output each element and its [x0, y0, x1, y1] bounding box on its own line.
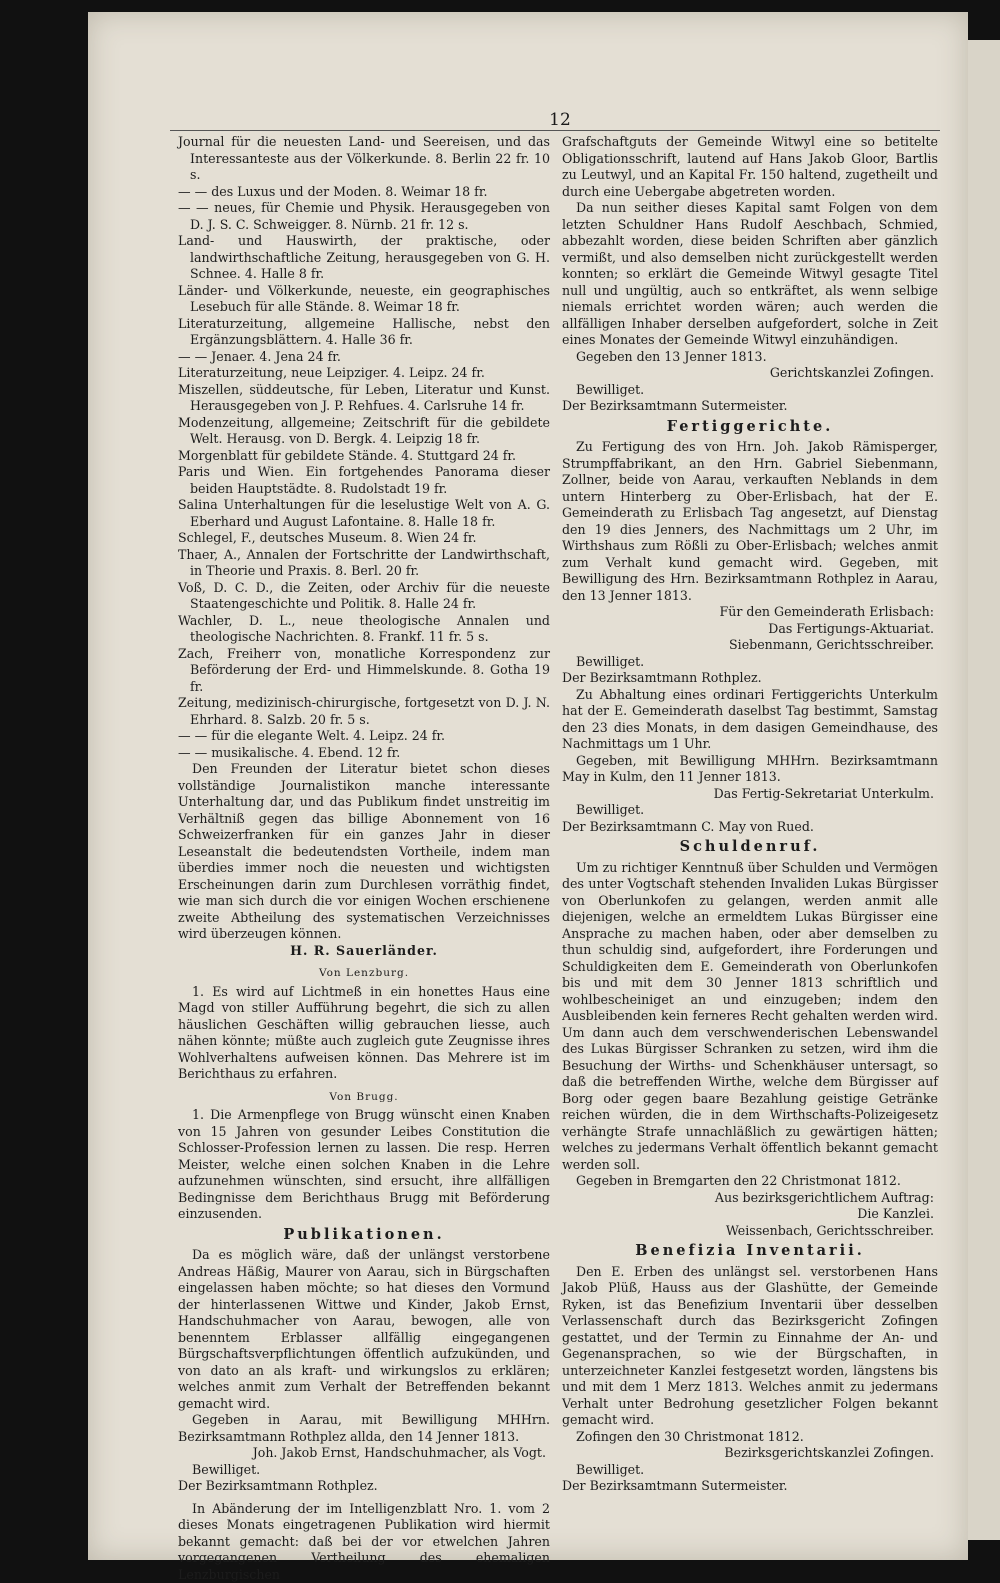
journal-entry: Voß, D. C. D., die Zeiten, oder Archiv für die neueste Staatengeschichte und Politik. 8. Halle 24 fr.: [178, 580, 550, 613]
fertig-text-2: Zu Abhaltung eines ordinari Fertiggerichts Unterkulm hat der E. Gemeinderath daselbst Tag bestimmt, Samstag den 23 dies Monats, in dem dasigen Gemeindhause, des Nachmittags um 1 Uhr.: [562, 687, 938, 753]
journal-entry: — — neues, für Chemie und Physik. Herausgegeben von D. J. S. C. Schweigger. 8. Nürnb. 21 fr. 12 s.: [178, 200, 550, 233]
journal-entry: Zeitung, medizinisch-chirurgische, fortgesetzt von D. J. N. Ehrhard. 8. Salzb. 20 fr. 5 s.: [178, 695, 550, 728]
bezirksamtmann-line: Der Bezirksamtmann Rothplez.: [178, 1478, 550, 1495]
closing-signature: H. R. Sauerländer.: [178, 943, 550, 960]
fertig-signature: Für den Gemeinderath Erlisbach:: [562, 604, 938, 621]
benefizia-heading: Benefizia Inventarii.: [562, 1243, 938, 1260]
page-number: 12: [540, 110, 580, 130]
journal-entry: — — für die elegante Welt. 4. Leipz. 24 fr.: [178, 728, 550, 745]
publikationen-heading: Publikationen.: [178, 1227, 550, 1244]
schuldenruf-date: Gegeben in Bremgarten den 22 Christmonat 1812.: [562, 1173, 938, 1190]
journal-entry: Land- und Hauswirth, der praktische, oder landwirthschaftliche Zeitung, herausgegeben von G. H. Schnee. 4. Halle 8 fr.: [178, 233, 550, 283]
journal-entry: — — musikalische. 4. Ebend. 12 fr.: [178, 745, 550, 762]
fertiggerichte-heading: Fertiggerichte.: [562, 419, 938, 436]
bezirksamtmann-line: Der Bezirksamtmann C. May von Rued.: [562, 819, 938, 836]
left-column: [178, 134, 550, 1583]
bewilliget-label: Bewilliget.: [562, 802, 938, 819]
journal-entry: Wachler, D. L., neue theologische Annalen und theologische Nachrichten. 8. Frankf. 11 fr. 5 s.: [178, 613, 550, 646]
publikationen-signature: Joh. Jakob Ernst, Handschuhmacher, als Vogt.: [178, 1445, 550, 1462]
journal-entry: Literaturzeitung, allgemeine Hallische, nebst den Ergänzungsblättern. 4. Halle 36 fr.: [178, 316, 550, 349]
journal-entry: Miszellen, süddeutsche, für Leben, Literatur und Kunst. Herausgegeben von J. P. Rehfues. 4. Carlsruhe 14 fr.: [178, 382, 550, 415]
lenzburg-heading: Von Lenzburg.: [178, 965, 550, 982]
journal-entry: Salina Unterhaltungen für die leselustige Welt von A. G. Eberhard und August Lafontaine. 8. Halle 18 fr.: [178, 497, 550, 530]
journal-list: [178, 134, 550, 761]
journal-entry: Morgenblatt für gebildete Stände. 4. Stuttgard 24 fr.: [178, 448, 550, 465]
publikationen-date: Gegeben in Aarau, mit Bewilligung MHHrn. Bezirksamtmann Rothplez allda, den 14 Jenner 1813.: [178, 1412, 550, 1445]
abaenderung-text: In Abänderung der im Intelligenzblatt Nro. 1. vom 2 dieses Monats eingetragenen Publikation wird hiermit bekannt gemacht: daß bei der vor etwelchen Jahren vorgegangenen Vertheilung des ehemaligen Lenzburgischen: [178, 1501, 550, 1583]
bewilliget-label: Bewilliget.: [562, 654, 938, 671]
journal-entry: — — Jenaer. 4. Jena 24 fr.: [178, 349, 550, 366]
journal-entry: — — des Luxus und der Moden. 8. Weimar 18 fr.: [178, 184, 550, 201]
bezirksamtmann-line: Der Bezirksamtmann Sutermeister.: [562, 1478, 938, 1495]
schuldenruf-heading: Schuldenruf.: [562, 839, 938, 856]
journal-entry: Zach, Freiherr von, monatliche Korrespondenz zur Beförderung der Erd- und Himmelskunde. 8. Gotha 19 fr.: [178, 646, 550, 696]
journal-entry: Thaer, A., Annalen der Fortschritte der Landwirthschaft, in Theorie und Praxis. 8. Berl. 20 fr.: [178, 547, 550, 580]
journal-entry: Literaturzeitung, neue Leipziger. 4. Leipz. 24 fr.: [178, 365, 550, 382]
journal-entry: Journal für die neuesten Land- und Seereisen, und das Interessanteste aus der Völkerkunde. 8. Berlin 22 fr. 10 s.: [178, 134, 550, 184]
brugg-heading: Von Brugg.: [178, 1089, 550, 1106]
header-rule: [170, 130, 940, 131]
benefizia-text: Den E. Erben des unlängst sel. verstorbenen Hans Jakob Plüß, Hauss aus der Glashütte, der Gemeinde Ryken, ist das Benefizium Inventarii über desselben Verlassenschaft durch das Bezirksgericht Zofingen gestattet, und der Termin zu Einnahme der An- und Gegenansprachen, so wie der Bürgschaften, in unterzeichneter Kanzlei festgesetzt worden, längstens bis und mit dem 1 Merz 1813. Welches anmit zu jedermans Verhalt unter Bedrohung gesetzlicher Folgen bekannt gemacht wird.: [562, 1264, 938, 1429]
notice-date: Gegeben den 13 Jenner 1813.: [562, 349, 938, 366]
notice-signature: Gerichtskanzlei Zofingen.: [562, 365, 938, 382]
journal-entry: Schlegel, F., deutsches Museum. 8. Wien 24 fr.: [178, 530, 550, 547]
journal-entry: Modenzeitung, allgemeine; Zeitschrift für die gebildete Welt. Herausg. von D. Bergk. 4. Leipzig 18 fr.: [178, 415, 550, 448]
benefizia-date: Zofingen den 30 Christmonat 1812.: [562, 1429, 938, 1446]
schuldenruf-text: Um zu richtiger Kenntnuß über Schulden und Vermögen des unter Vogtschaft stehenden Invaliden Lukas Bürgisser von Oberlunkofen zu gelangen, werden anmit alle diejenigen, welche an ermeldtem Lukas Bürgisser eine Ansprache zu machen haben, oder aber demselben zu thun schuldig sind, aufgefordert, ihre Forderungen und Schuldigkeiten dem E. Gemeinderath von Oberlunkofen bis und mit dem 30 Jenner 1813 schriftlich und wohlbescheiniget an und einzugeben; indem den Ausbleibenden kein ferneres Recht gehalten werden wird. Um dann auch dem verschwenderischen Lebenswandel des Lukas Bürgisser Schranken zu setzen, wird ihm die Besuchung der Wirths- und Schenkhäuser untersagt, so daß die betreffenden Wirthe, welche dem Bürgisser auf Borg oder gegen baare Bezahlung geistige Getränke reichen würden, die in dem Wirthschafts-Polizeigesetz verhängte Strafe unnachläßlich zu gewärtigen hätten; welches zu jedermans Verhalt öffentlich bekannt gemacht werden soll.: [562, 860, 938, 1174]
closing-text: Den Freunden der Literatur bietet schon dieses vollständige Journalistikon manche interessante Unterhaltung dar, und das Publikum findet unstreitig im Verhältniß gegen das billige Abonnement von 16 Schweizerfranken für ein ganzes Jahr in dieser Leseanstalt die bedeutendsten Vortheile, indem man überdies immer noch die neuesten und wichtigsten Erscheinungen darin zum Durchlesen vorräthig findet, wie man sich durch die vor einigen Wochen erschienene zweite Abtheilung des systematischen Verzeichnisses wird überzeugen können.: [178, 761, 550, 943]
schuldenruf-signature: Die Kanzlei.: [562, 1206, 938, 1223]
bezirksamtmann-line: Der Bezirksamtmann Sutermeister.: [562, 398, 938, 415]
bewilliget-label: Bewilliget.: [178, 1462, 550, 1479]
fertig-text: Zu Fertigung des von Hrn. Joh. Jakob Rämisperger, Strumpffabrikant, an den Hrn. Gabriel Siebenmann, Zollner, beide von Aarau, verkauften Neblands in dem untern Hinterberg zu Ober-Erlisbach, hat der E. Gemeinderath zu Erlisbach Tag angesetzt, auf Dienstag den 19 dies Jenners, des Nachmittags um 2 Uhr, im Wirthshaus zum Rößli zu Ober-Erlisbach; welches anmit zum Verhalt kund gemacht wird. Gegeben, mit Bewilligung des Hrn. Bezirksamtmann Rothplez in Aarau, den 13 Jenner 1813.: [562, 439, 938, 604]
lenzburg-notice: 1. Es wird auf Lichtmeß in ein honettes Haus eine Magd von stiller Aufführung begehrt, die sich zu allen häuslichen Geschäften willig gebrauchen liesse, auch nähen könnte; müßte auch zugleich gute Zeugnisse ihres Wohlverhaltens aufweisen können. Das Mehrere ist im Berichthaus zu erfahren.: [178, 984, 550, 1083]
schuldenruf-signature: Aus bezirksgerichtlichem Auftrag:: [562, 1190, 938, 1207]
bewilliget-label: Bewilliget.: [562, 1462, 938, 1479]
fertig-date-2: Gegeben, mit Bewilligung MHHrn. Bezirksamtmann May in Kulm, den 11 Jenner 1813.: [562, 753, 938, 786]
schuldenruf-signature: Weissenbach, Gerichtsschreiber.: [562, 1223, 938, 1240]
benefizia-signature: Bezirksgerichtskanzlei Zofingen.: [562, 1445, 938, 1462]
brugg-notice: 1. Die Armenpflege von Brugg wünscht einen Knaben von 15 Jahren von gesunder Leibes Constitution die Schlosser-Profession lernen zu lassen. Die resp. Herren Meister, welche einen solchen Knaben in die Lehre aufzunehmen wünschten, sind ersucht, ihre allfälligen Bedingnisse dem Berichthaus Brugg mit Beförderung einzusenden.: [178, 1107, 550, 1223]
bewilliget-label: Bewilliget.: [562, 382, 938, 399]
fertig-signature: Das Fertigungs-Aktuariat.: [562, 621, 938, 638]
journal-entry: Länder- und Völkerkunde, neueste, ein geographisches Lesebuch für alle Stände. 8. Weimar 18 fr.: [178, 283, 550, 316]
continuation-text-2: Da nun seither dieses Kapital samt Folgen von dem letzten Schuldner Hans Rudolf Aeschbach, Schmied, abbezahlt worden, diese beiden Schriften aber gänzlich vermißt, und also demselben nicht zurückgestellt werden konnten; so erklärt die Gemeinde Witwyl gesagte Titel null und ungültig, auch so entkräftet, als wenn selbige niemals errichtet worden wären; auch werden die allfälligen Inhaber derselben aufgefordert, solche in Zeit eines Monates der Gemeinde Witwyl einzuhändigen.: [562, 200, 938, 349]
fertig-signature: Das Fertig-Sekretariat Unterkulm.: [562, 786, 938, 803]
page-edge: [965, 40, 1000, 1540]
journal-entry: Paris und Wien. Ein fortgehendes Panorama dieser beiden Hauptstädte. 8. Rudolstadt 19 fr.: [178, 464, 550, 497]
right-column: [562, 134, 938, 1495]
fertig-signature: Siebenmann, Gerichtsschreiber.: [562, 637, 938, 654]
bezirksamtmann-line: Der Bezirksamtmann Rothplez.: [562, 670, 938, 687]
publikationen-text: Da es möglich wäre, daß der unlängst verstorbene Andreas Häßig, Maurer von Aarau, sich in Bürgschaften eingelassen haben möchte; so hat dieses den Vormund der hinterlassenen Wittwe und Kinder, Jakob Ernst, Handschuhmacher von Aarau, bewogen, alle von benenntem Erblasser allfällig eingegangenen Bürgschaftsverpflichtungen öffentlich aufzukünden, und von dato an als kraft- und wirkungslos zu erklären; welches anmit zum Verhalt der Betreffenden bekannt gemacht wird.: [178, 1247, 550, 1412]
continuation-text: Grafschaftguts der Gemeinde Witwyl eine so betitelte Obligationsschrift, lautend auf Hans Jakob Gloor, Bartlis zu Leutwyl, und an Kapital Fr. 150 haltend, zugetheilt und durch eine Uebergabe abgetreten worden.: [562, 134, 938, 200]
